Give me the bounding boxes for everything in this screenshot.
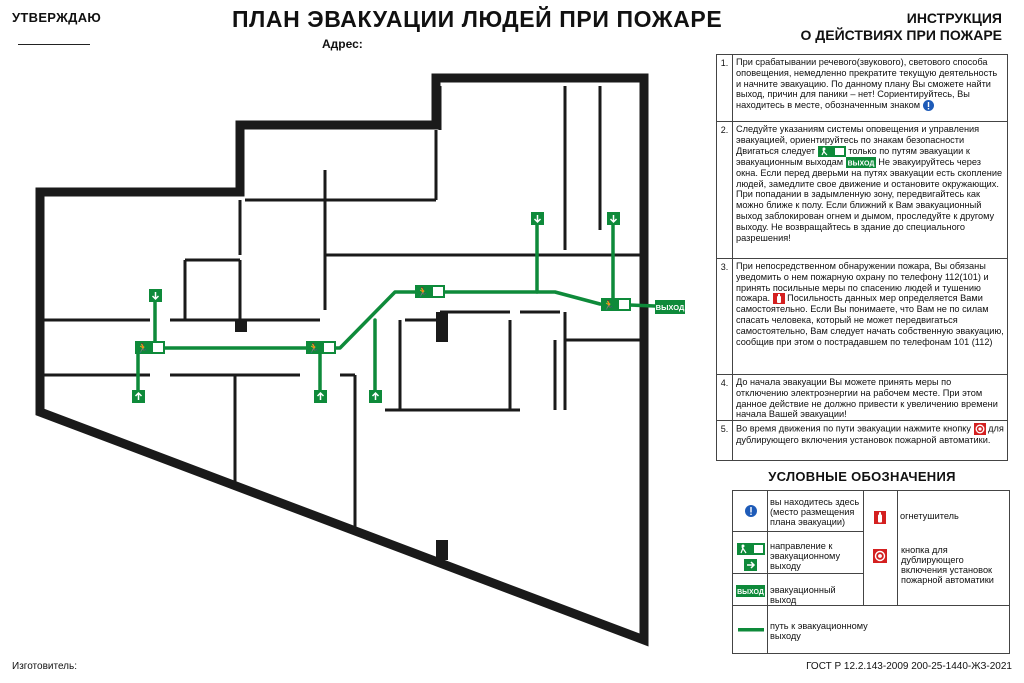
evacuation-routes [138, 220, 655, 395]
instruction-item [717, 375, 1007, 421]
legend-extinguisher: огнетушитель [900, 511, 959, 521]
arrow-right-icon [744, 559, 757, 571]
instruction-text: До начала эвакуации Вы можете принять меры по отключению электроэнергии на рабочем месте. При этом данное действие не должно привести к увеличению времени начала Вашей эвакуации! [736, 377, 998, 420]
instruction-title [780, 10, 1002, 44]
svg-text:🏃: 🏃 [308, 344, 320, 354]
instruction-text-part: для дублирующего включения установок пожарной автоматики. [736, 423, 1004, 445]
svg-text:🏃: 🏃 [137, 344, 149, 354]
manufacturer-label: Изготовитель: [12, 661, 77, 672]
instruction-item [717, 421, 1007, 461]
instruction-number: 1. [717, 55, 733, 121]
running-man-sign [601, 298, 631, 311]
svg-text:🏃: 🏃 [603, 301, 615, 311]
exit-sign [655, 300, 685, 314]
fire-extinguisher-icon [773, 293, 785, 304]
instruction-item [717, 122, 1007, 259]
arrow-down-icon [607, 212, 620, 225]
arrow-up-icon [369, 390, 382, 403]
svg-text:🏃: 🏃 [417, 288, 429, 298]
instruction-title-line-2: О ДЕЙСТВИЯХ ПРИ ПОЖАРЕ [800, 27, 1002, 43]
legend-box [732, 490, 1010, 654]
instruction-text [736, 124, 1004, 243]
exit-icon-text: ВЫХОД [737, 589, 764, 596]
instruction-item [717, 55, 1007, 122]
instruction-text-part: При срабатывании речевого(звукового), светового способа оповещения, немедленно прекратите текущую деятельность и начните эвакуацию. По данному плану Вы сможете найти выход, причин для паники – нет! Сориентируйтесь, Вы находитесь в месте, обозначенным знаком [736, 57, 998, 111]
running-man-icon [818, 146, 846, 157]
arrow-down-icon [149, 289, 162, 302]
alarm-button-icon [873, 549, 887, 563]
running-man-sign [415, 285, 445, 298]
route-line-icon [738, 628, 764, 632]
running-man-sign [135, 341, 165, 354]
you-are-here-icon [745, 505, 757, 517]
exit-icon [736, 585, 765, 597]
legend-direction: направление к эвакуационному выходу [770, 541, 841, 571]
running-man-icon [737, 543, 765, 555]
exit-sign-text: ВЫХОД [655, 303, 685, 312]
address-label: Адрес: [322, 37, 363, 51]
instruction-number: 2. [717, 122, 733, 258]
exit-icon-text: ВЫХОД [847, 160, 875, 168]
legend-divider [733, 605, 1009, 606]
legend-button: кнопка для дублирующего включения установок пожарной автоматики [901, 545, 994, 585]
arrow-up-icon [132, 390, 145, 403]
instruction-title-line-1: ИНСТРУКЦИЯ [906, 10, 1002, 26]
instruction-text [736, 57, 1004, 111]
instruction-text-part: При непосредственном обнаружении пожара, Вы обязаны уведомить о нем пожарную охрану по телефону 112(101) и принять посильные меры по спасению людей и тушению пожара. [736, 261, 989, 304]
instructions-box [716, 54, 1008, 461]
instruction-item [717, 259, 1007, 375]
alarm-button-icon [974, 423, 986, 435]
you-are-here-icon [923, 100, 934, 111]
page-title: ПЛАН ЭВАКУАЦИИ ЛЮДЕЙ ПРИ ПОЖАРЕ [232, 6, 723, 32]
legend-title: УСЛОВНЫЕ ОБОЗНАЧЕНИЯ [768, 469, 956, 484]
fire-extinguisher-icon [874, 511, 886, 524]
arrow-up-icon [314, 390, 327, 403]
instruction-number: 5. [717, 421, 733, 461]
instruction-number: 3. [717, 259, 733, 374]
exit-icon [846, 157, 876, 168]
instruction-text-part: Посильность данных мер определяется Вами самостоятельно. Если Вы понимаете, что Вам не по силам спасать человека, который не может передвигаться самостоятельно, Вам следует начать собственную эвакуацию, сообщив при этом о пострадавшем по телефонам 101 (112) [736, 293, 1004, 347]
legend-exit: эвакуационный выход [770, 585, 836, 605]
instruction-text-part: Не эвакуируйтесь через окна. Если перед дверьми на путях эвакуации есть скопление людей, замедлите свое движение и остановите окружающих. При попадании в задымленную зону, передвигайтесь как можно ближе к полу. Если ближний к Вам эвакуационный выход заблокирован огнем и дымом, проследуйте к другому выходу. Не возвращайтесь в здание до специального разрешения! [736, 156, 1003, 243]
approve-label: УТВЕРЖДАЮ [12, 10, 102, 25]
standard-code: ГОСТ Р 12.2.143-2009 200-25-1440-ЖЗ-2021 [806, 661, 1012, 672]
outer-walls [40, 78, 644, 640]
instruction-number: 4. [717, 375, 733, 420]
instruction-text-part: Во время движения по пути эвакуации нажмите кнопку [736, 423, 972, 434]
legend-path: путь к эвакуационному выходу [770, 621, 868, 641]
instruction-text-part: только по путям эвакуации к эвакуационным выходам [736, 145, 970, 167]
instruction-text-part: Следуйте указаниям системы оповещения и управления эвакуацией, ориентируйтесь по знакам безопасности Двигаться следует [736, 124, 980, 156]
legend-you-are-here: вы находитесь здесь (место размещения плана эвакуации) [770, 497, 860, 527]
instruction-text [736, 423, 1004, 446]
arrow-down-icon [531, 212, 544, 225]
instruction-text [736, 261, 1004, 348]
running-man-sign [306, 341, 336, 354]
inner-walls [44, 86, 640, 530]
legend-divider [863, 491, 898, 605]
